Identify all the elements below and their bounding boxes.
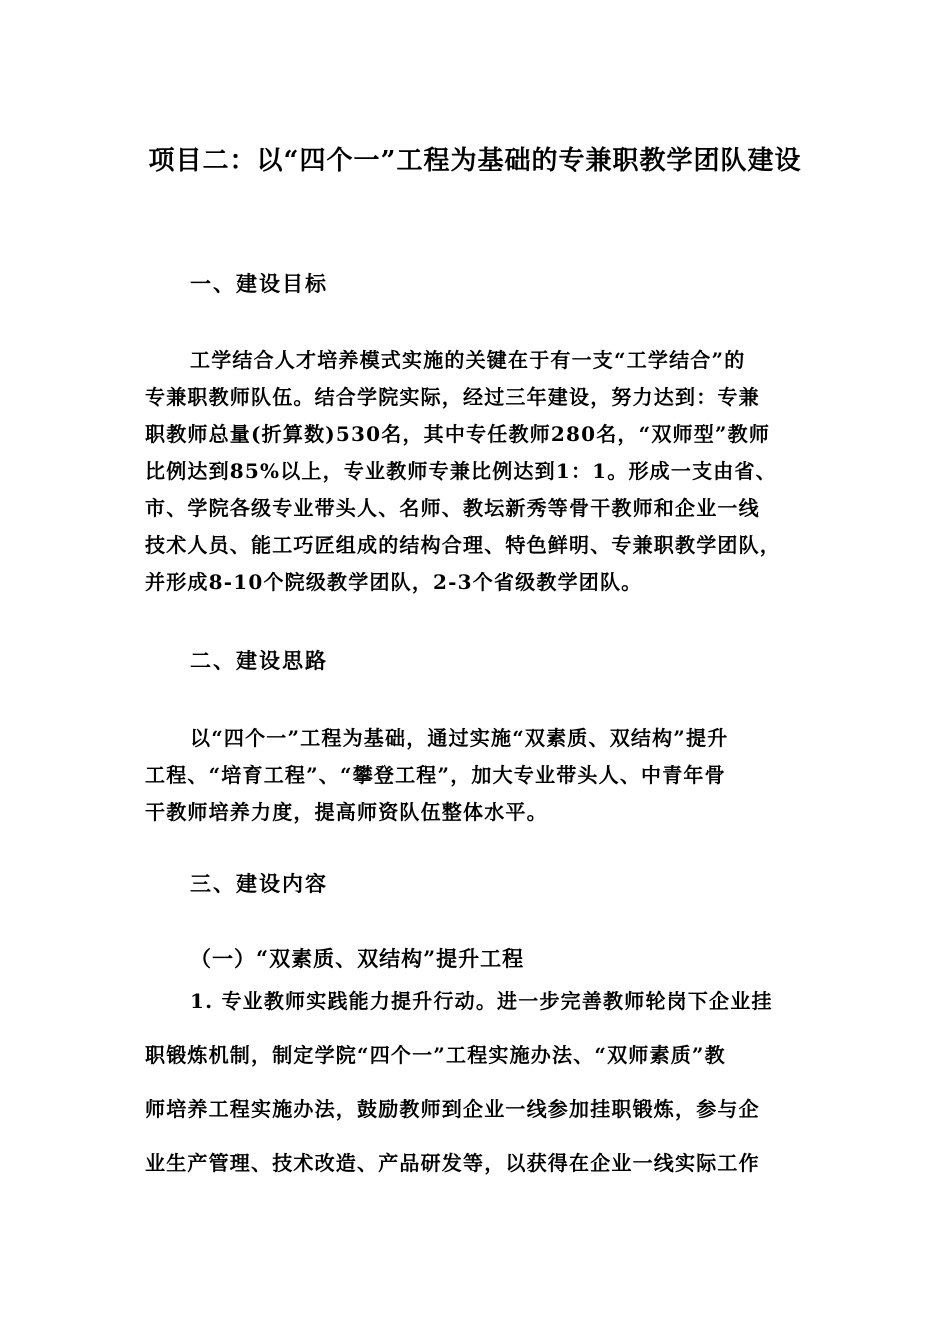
section-heading-content: 三、建设内容 [190, 871, 328, 896]
paragraph-line: 师培养工程实施办法，鼓励教师到企业一线参加挂职锻炼，参与企 [145, 1097, 760, 1121]
paragraph-line: 干教师培养力度，提高师资队伍整体水平。 [145, 800, 548, 824]
paragraph-line: 1. 专业教师实践能力提升行动。进一步完善教师轮岗下企业挂 [190, 989, 773, 1013]
paragraph-line: 以“四个一”工程为基础，通过实施“双素质、双结构”提升 [190, 726, 729, 750]
paragraph-line: 职锻炼机制，制定学院“四个一”工程实施办法、“双师素质”教 [145, 1043, 726, 1067]
paragraph-approach [145, 720, 825, 831]
paragraph-line: 技术人员、能工巧匠组成的结构合理、特色鲜明、专兼职教学团队， [145, 533, 781, 557]
paragraph-line: 业生产管理、技术改造、产品研发等，以获得在企业一线实际工作 [145, 1151, 760, 1175]
paragraph-line: 工程、“培育工程”、“攀登工程”，加大专业带头人、中青年骨 [145, 763, 726, 787]
paragraph-line: 并形成8-10个院级教学团队，2-3个省级教学团队。 [145, 570, 643, 594]
paragraph-line: 工学结合人才培养模式实施的关键在于有一支“工学结合”的 [190, 348, 746, 372]
document-title: 项目二：以“四个一”工程为基础的专兼职教学团队建设 [148, 146, 802, 176]
paragraph-line: 市、学院各级专业带头人、名师、教坛新秀等骨干教师和企业一线 [145, 496, 760, 520]
paragraph-line: 职教师总量(折算数)530名，其中专任教师280名，“双师型”教师 [145, 422, 771, 446]
paragraph-line: 专兼职教师队伍。结合学院实际，经过三年建设，努力达到：专兼 [145, 385, 760, 409]
section-heading-approach: 二、建设思路 [190, 648, 328, 673]
paragraph-goals [145, 342, 825, 601]
paragraph-content [145, 974, 825, 1190]
subsection-heading: （一）“双素质、双结构”提升工程 [190, 946, 525, 971]
paragraph-line: 比例达到85%以上，专业教师专兼比例达到1：1。形成一支由省、 [145, 459, 777, 483]
section-heading-goals: 一、建设目标 [190, 271, 328, 296]
